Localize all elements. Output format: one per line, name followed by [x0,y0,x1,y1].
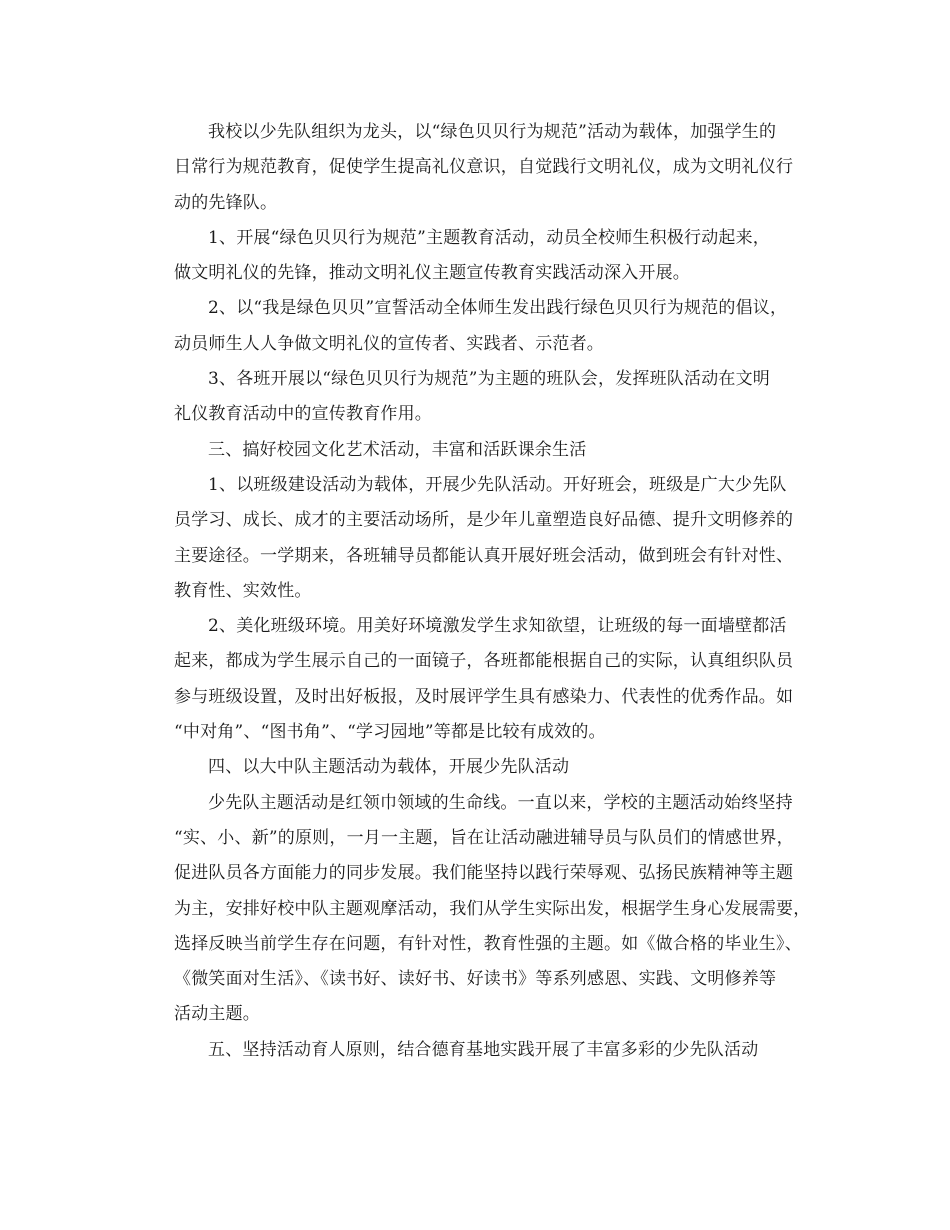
text-line: 主要途径。一学期来，各班辅导员都能认真开展好班会活动，做到班会有针对性、 [174,545,794,566]
text-line: 动员师生人人争做文明礼仪的宣传者、实践者、示范者。 [174,333,604,354]
text-line: 1、开展“绿色贝贝行为规范”主题教育活动，动员全校师生积极行动起来， [208,227,770,248]
text-line: 日常行为规范教育，促使学生提高礼仪意识，自觉践行文明礼仪，成为文明礼仪行 [174,157,794,178]
heading-line: 三、搞好校园文化艺术活动，丰富和活跃课余生活 [208,439,587,460]
paragraph-item-3 [140,362,840,433]
text-line: “实、小、新”的原则，一月一主题，旨在让活动融进辅导员与队员们的情感世界， [174,827,794,848]
text-line: 礼仪教育活动中的宣传教育作用。 [174,404,432,425]
section-heading-4 [140,750,840,785]
section-heading-3 [140,433,840,468]
paragraph-theme-activities [140,786,840,1033]
paragraph-intro [140,115,840,221]
text-line: 促进队员各方面能力的同步发展。我们能坚持以践行荣辱观、弘扬民族精神等主题 [174,863,794,884]
text-line: 《微笑面对生活》、《读书好、读好书、好读书》等系列感恩、实践、文明修养等 [174,969,777,990]
text-line: 动的先锋队。 [174,192,278,213]
text-line: 参与班级设置，及时出好板报，及时展评学生具有感染力、代表性的优秀作品。如 [174,686,794,707]
text-line: 为主，安排好校中队主题观摩活动，我们从学生实际出发，根据学生身心发展需要， [174,898,811,919]
paragraph-item-2 [140,291,840,362]
text-line: “中对角”、“图书角”、“学习园地”等都是比较有成效的。 [174,722,606,743]
text-line: 选择反映当前学生存在问题，有针对性，教育性强的主题。如《做合格的毕业生》、 [174,933,802,954]
text-line: 起来，都成为学生展示自己的一面镜子，各班都能根据自己的实际，认真组织队员 [174,651,794,672]
text-line: 2、美化班级环境。用美好环境激发学生求知欲望，让班级的每一面墙壁都活 [208,616,787,637]
section-heading-5 [140,1033,840,1068]
text-line: 活动主题。 [174,1004,260,1025]
text-line: 员学习、成长、成才的主要活动场所，是少年儿童塑造良好品德、提升文明修养的 [174,510,794,531]
paragraph-class-activities [140,468,840,609]
text-line: 我校以少先队组织为龙头，以“绿色贝贝行为规范”活动为载体，加强学生的 [208,122,777,142]
text-line: 2、以“我是绿色贝贝”宣誓活动全体师生发出践行绿色贝贝行为规范的倡议， [208,298,788,319]
text-line: 教育性、实效性。 [174,580,312,601]
text-line: 做文明礼仪的先锋，推动文明礼仪主题宣传教育实践活动深入开展。 [174,263,690,284]
heading-line: 五、坚持活动育人原则，结合德育基地实践开展了丰富多彩的少先队活动 [208,1039,759,1060]
heading-line: 四、以大中队主题活动为载体，开展少先队活动 [208,757,570,778]
text-line: 少先队主题活动是红领巾领域的生命线。一直以来，学校的主题活动始终坚持 [208,792,793,813]
paragraph-item-1 [140,221,840,292]
text-line: 1、以班级建设活动为载体，开展少先队活动。开好班会，班级是广大少先队 [208,474,787,495]
document-body [140,115,840,1068]
paragraph-class-environment [140,609,840,750]
text-line: 3、各班开展以“绿色贝贝行为规范”为主题的班队会，发挥班队活动在文明 [208,369,770,390]
